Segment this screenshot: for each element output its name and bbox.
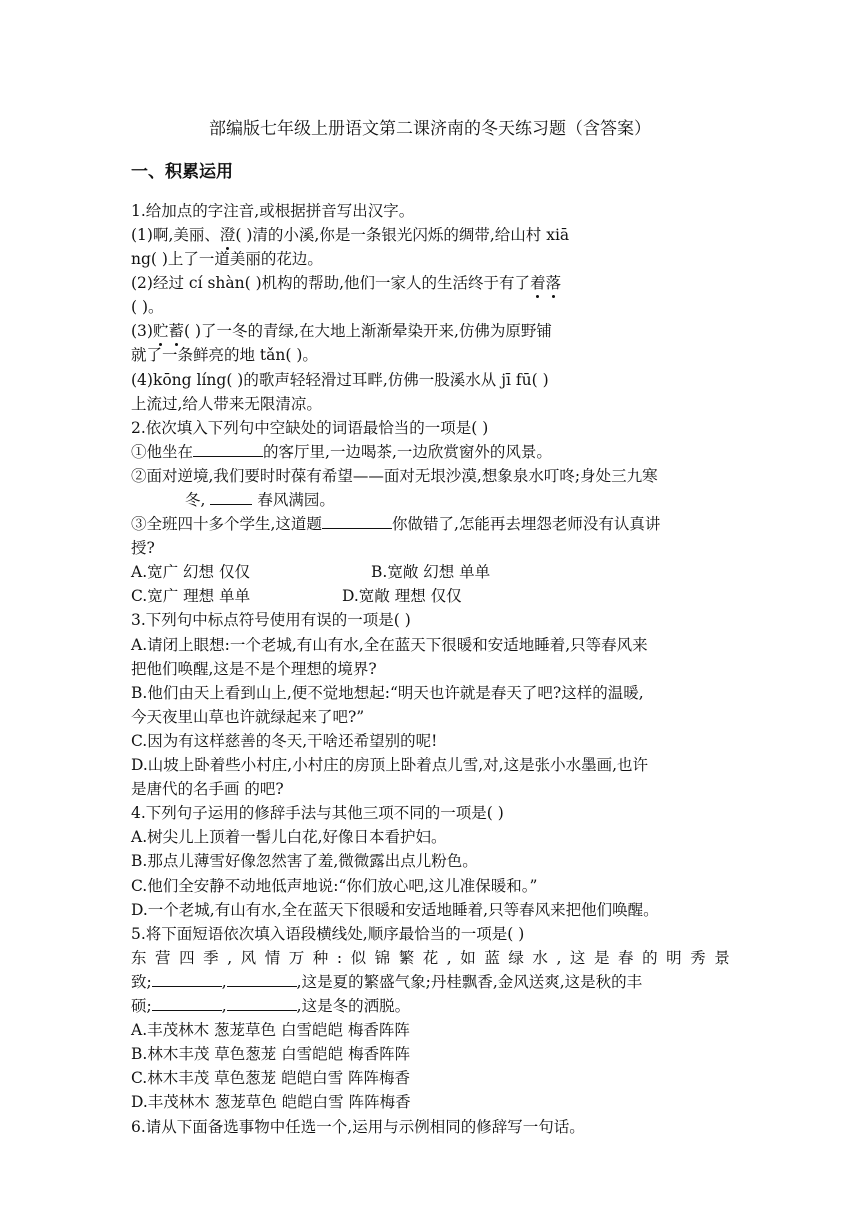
q1-text: ( )清的小溪,你是一条银光闪烁的绸带,给山村 xiā [235, 226, 570, 244]
q3-option-c: C.因为有这样慈善的冬天,干啥还希望别的呢! [131, 732, 438, 750]
q5-char: 季 [203, 949, 219, 967]
q5-char: 水 [532, 949, 548, 967]
q5-char: 春 [618, 949, 634, 967]
q2-option-b: B.宽敞 幻想 单单 [371, 563, 491, 581]
q5-text: , [221, 973, 227, 991]
q5-char: 景 [714, 949, 730, 967]
q3-option-a-line-2: 把他们唤醒,这是不是个理想的境界? [131, 660, 377, 678]
fill-blank [227, 996, 297, 1011]
q1-line-5 [131, 320, 552, 342]
q3-option-b-line-2: 今天夜里山草也许就绿起来了吧?” [131, 708, 365, 726]
q5-char: 营 [155, 949, 171, 967]
fill-blank [227, 972, 297, 987]
fill-blank [152, 996, 222, 1011]
q5-stem: 5.将下面短语依次填入语段横线处,顺序最恰当的一项是( ) [131, 925, 525, 943]
q5-char: 绿 [508, 949, 524, 967]
q5-char: 花 [422, 949, 439, 967]
q1-line-3 [131, 272, 561, 294]
q2-sentence-2b [185, 489, 335, 511]
q1-text: (1)啊,美丽、 [131, 226, 220, 244]
fill-blank [210, 490, 252, 505]
q4-option-b: B.那点儿薄雪好像忽然害了羞,微微露出点儿粉色。 [131, 852, 478, 870]
q4-stem: 4.下列句子运用的修辞手法与其他三项不同的一项是( ) [131, 804, 504, 822]
fill-blank [152, 972, 222, 987]
q5-char: , [556, 949, 562, 967]
q1-text: (3) [131, 322, 153, 340]
q1-line-6: 就了一条鲜亮的地 tǎn( )。 [131, 346, 318, 364]
q5-char: 是 [593, 949, 610, 967]
fill-blank [193, 442, 263, 457]
q2-option-d: D.宽敞 理想 仅仅 [342, 587, 462, 605]
q5-passage-line-1 [131, 947, 730, 969]
q5-char: , [446, 949, 452, 967]
q5-char: 繁 [398, 949, 415, 967]
q3-option-d-line-2: 是唐代的名手画 的吧? [131, 780, 284, 798]
q4-option-a: A.树尖儿上顶着一髻儿白花,好像日本看护妇。 [131, 828, 447, 846]
fill-blank [322, 514, 392, 529]
q1-text: ( )了一冬的青绿,在大地上渐渐晕染开来,仿佛为原野铺 [184, 322, 552, 340]
q3-option-a-line-1: A.请闭上眼想:一个老城,有山有水,全在蓝天下很暖和安适地睡着,只等春风来 [131, 636, 648, 654]
q2-stem: 2.依次填入下列句中空缺处的词语最恰当的一项是( ) [131, 419, 489, 437]
q5-char: 东 [131, 949, 147, 967]
q2-text: ①他坐在 [131, 443, 194, 461]
q5-char: 蓝 [484, 949, 500, 967]
q5-char: 情 [264, 949, 281, 967]
dotted-char: 澄 [219, 226, 236, 244]
q3-stem: 3.下列句中标点符号使用有误的一项是( ) [131, 611, 411, 629]
q2-text: 的客厅里,一边喝茶,一边欣赏窗外的风景。 [263, 443, 552, 461]
q3-option-b-line-1: B.他们由天上看到山上,便不觉地想起:“明天也许就是春天了吧?这样的温暖, [131, 684, 644, 702]
q3-option-d-line-1: D.山坡上卧着些小村庄,小村庄的房顶上卧着点儿雪,对,这是张小水墨画,也许 [131, 756, 649, 774]
q5-option-d: D.丰茂林木 葱茏草色 皑皑白雪 阵阵梅香 [131, 1093, 411, 1111]
q5-option-c: C.林木丰茂 草色葱茏 皑皑白雪 阵阵梅香 [131, 1069, 411, 1087]
q2-option-c: C.宽广 理想 单单 [131, 587, 251, 605]
q5-passage-line-3 [131, 995, 410, 1017]
q5-char: 万 [288, 949, 305, 967]
q1-stem: 1.给加点的字注音,或根据拼音写出汉字。 [131, 202, 415, 220]
section-heading: 一、积累运用 [131, 162, 233, 182]
q5-char: 这 [569, 949, 586, 967]
q5-char: 似 [350, 949, 367, 967]
q5-char: 四 [179, 949, 195, 967]
q5-char: 种 [312, 949, 329, 967]
q2-option-a: A.宽广 幻想 仅仅 [131, 563, 250, 581]
q5-char: 如 [460, 949, 476, 967]
q2-sentence-1 [131, 441, 552, 463]
q1-text: (2)经过 cí shàn( )机构的帮助,他们一家人的生活终于有了 [131, 274, 531, 292]
q2-text: ③全班四十多个学生,这道题 [131, 515, 322, 533]
q5-char: 明 [666, 949, 682, 967]
q5-char: 锦 [374, 949, 391, 967]
q5-text: ,这是冬的洒脱。 [296, 997, 411, 1015]
q5-text: ,这是夏的繁盛气象;丹桂飘香,金风送爽,这是秋的丰 [296, 973, 643, 991]
dotted-char: 蓄 [168, 322, 184, 340]
q5-text: , [221, 997, 227, 1015]
q1-line-4: ( )。 [131, 298, 164, 316]
q1-line-1 [131, 224, 569, 246]
q6-stem: 6.请从下面备选事物中任选一个,运用与示例相同的修辞写一句话。 [131, 1118, 585, 1136]
q2-text: 春风满园。 [257, 491, 335, 509]
q5-char: 秀 [690, 949, 706, 967]
q5-char: 的 [642, 949, 658, 967]
q4-option-c: C.他们全安静不动地低声地说:“你们放心吧,这儿准保暖和。” [131, 877, 538, 895]
dotted-char: 落 [545, 274, 562, 292]
q2-sentence-3b: 授? [131, 539, 155, 557]
q5-passage-line-2 [131, 971, 642, 993]
q4-option-d: D.一个老城,有山有水,全在蓝天下很暖和安适地睡着,只等春风来把他们唤醒。 [131, 901, 659, 919]
q5-char: 风 [240, 949, 257, 967]
q2-text: 你做错了,怎能再去埋怨老师没有认真讲 [391, 515, 661, 533]
q5-option-b: B.林木丰茂 草色葱茏 白雪皑皑 梅香阵阵 [131, 1045, 411, 1063]
dotted-char: 贮 [152, 322, 169, 340]
q2-sentence-2: ②面对逆境,我们要时时葆有希望——面对无垠沙漠,想象泉水叮咚;身处三九寒 [131, 467, 658, 485]
dotted-char: 着 [530, 274, 546, 292]
q1-line-8: 上流过,给人带来无限清凉。 [131, 395, 322, 413]
q1-line-7: (4)kōng líng( )的歌声轻轻滑过耳畔,仿佛一股溪水从 jī fū( ) [131, 371, 549, 389]
q5-char: : [336, 949, 343, 967]
q2-sentence-3 [131, 513, 660, 535]
q5-char: , [227, 949, 233, 967]
q5-option-a: A.丰茂林木 葱茏草色 白雪皑皑 梅香阵阵 [131, 1021, 410, 1039]
q5-text: 致; [131, 973, 152, 991]
q1-line-2: ng( )上了一道美丽的花边。 [131, 250, 323, 268]
q2-text: 冬, [185, 491, 206, 509]
document-title: 部编版七年级上册语文第二课济南的冬天练习题（含答案） [209, 119, 651, 139]
q5-text: 硕; [131, 997, 152, 1015]
